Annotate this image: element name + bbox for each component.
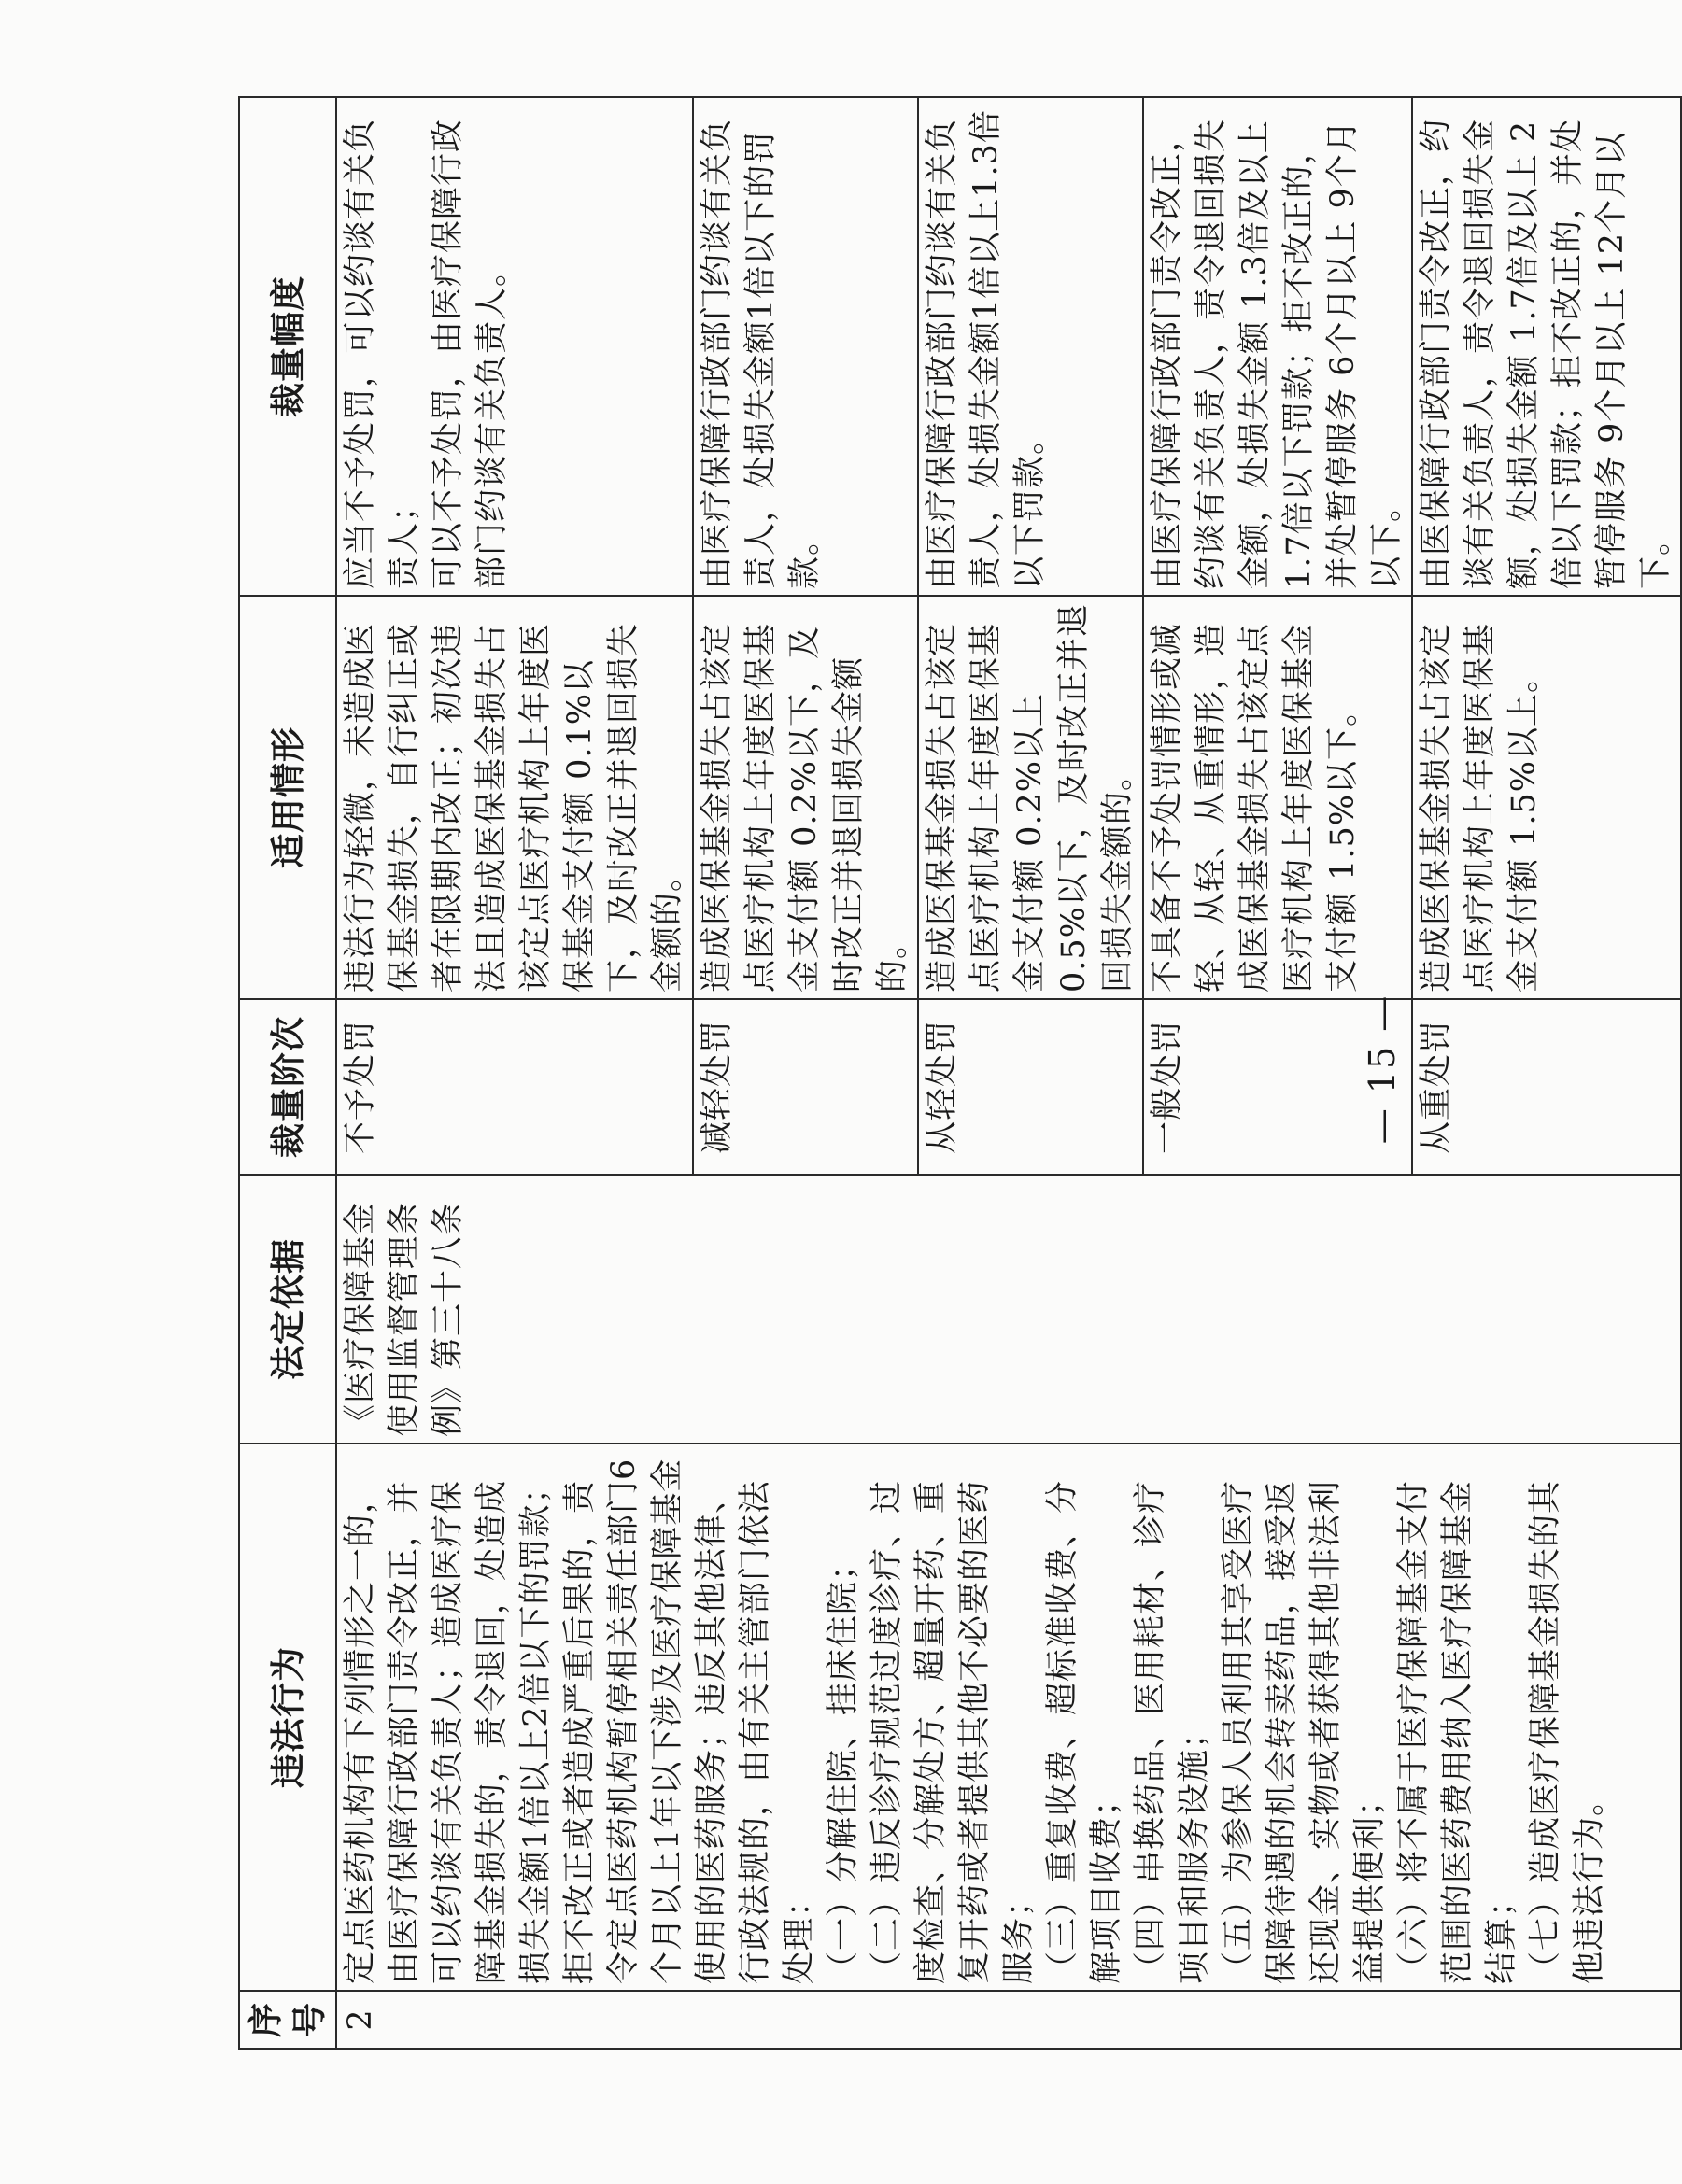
header-level: 裁量阶次 <box>239 999 336 1175</box>
legal-basis-cell: 《医疗保障基金使用监督管理条例》第三十八条 <box>336 1175 1681 1444</box>
violation-item: （二）违反诊疗规范过度诊疗、过度检查、分解处方、超量开药、重复开药或者提供其他不必要的医药服务； <box>869 1479 1038 1984</box>
page-number: — 15 — <box>1362 993 1403 1145</box>
level-cell: 一般处罚 <box>1143 999 1412 1175</box>
violation-item: （四）串换药品、医用耗材、诊疗项目和服务设施； <box>1132 1479 1213 1984</box>
header-violation: 违法行为 <box>239 1444 336 1991</box>
penalty-cell: 由医疗保障行政部门约谈有关负责人，处损失金额1倍以下的罚款。 <box>693 97 918 596</box>
penalty-cell: 由医疗保障行政部门约谈有关负责人，处损失金额1倍以上1.3倍以下罚款。 <box>918 97 1143 596</box>
level-cell: 不予处罚 <box>336 999 693 1175</box>
violation-intro: 定点医药机构有下列情形之一的，由医疗保障行政部门责令改正，并可以约谈有关负责人；造成医疗保障基金损失的，责令退回，处造成损失金额1倍以上2倍以下的罚款；拒不改正或者造成严重后果的，责令定点医药机构暂停相关责任部门6个月以上1年以下涉及医疗保障基金使用的医药服务；违反其他法律、行政法规的，由有关主管部门依法处理： <box>342 1458 818 1984</box>
table-header-row <box>239 97 336 2049</box>
violation-item: （一）分解住院、挂床住院； <box>825 1546 862 1984</box>
situation-cell: 不具备不予处罚情形或减轻、从轻、从重情形，造成医保基金损失占该定点医疗机构上年度医保基金支付额 1.5%以下。 <box>1143 596 1412 999</box>
header-seq: 序号 <box>239 1991 336 2049</box>
penalty-cell <box>336 97 693 596</box>
situation-cell: 违法行为轻微，未造成医保基金损失，自行纠正或者在限期内改正；初次违法且造成医保基金损失占该定点医疗机构上年度医保基金支付额 0.1%以下，及时改正并退回损失金额的。 <box>336 596 693 999</box>
rotated-page <box>238 98 1675 2050</box>
header-penalty: 裁量幅度 <box>239 97 336 596</box>
situation-cell: 造成医保基金损失占该定点医疗机构上年度医保基金支付额 0.2%以下，及时改正并退回损失金额的。 <box>693 596 918 999</box>
table-row <box>336 97 693 2049</box>
penalty-cell: 由医疗保障行政部门责令改正，约谈有关负责人，责令退回损失金额，处损失金额 1.3倍及以上 1.7倍以下罚款；拒不改正的，并处暂停服务 6个月以上 9个月以下。 <box>1143 97 1412 596</box>
penalty-line: 应当不予处罚，可以约谈有关负责人； <box>342 118 423 589</box>
penalty-cell: 由医保障行政部门责令改正，约谈有关负责人，责令退回损失金额，处损失金额 1.7倍及以上 2倍以下罚款；拒不改正的，并处暂停服务 9个月以上 12个月以下。 <box>1412 97 1681 596</box>
violation-item: （三）重复收费、超标准收费、分解项目收费； <box>1044 1479 1125 1984</box>
header-situation: 适用情形 <box>239 596 336 999</box>
level-cell: 从轻处罚 <box>918 999 1143 1175</box>
violation-cell <box>336 1444 1681 1991</box>
level-cell: 减轻处罚 <box>693 999 918 1175</box>
penalty-line: 可以不予处罚，由医疗保障行政部门约谈有关负责人。 <box>430 118 511 589</box>
violation-item: （六）将不属于医疗保障基金支付范围的医药费用纳入医疗保障基金结算； <box>1395 1479 1520 1984</box>
header-legal-basis: 法定依据 <box>239 1175 336 1444</box>
situation-cell: 造成医保基金损失占该定点医疗机构上年度医保基金支付额 1.5%以上。 <box>1412 596 1681 999</box>
level-cell: 从重处罚 <box>1412 999 1681 1175</box>
seq-cell: 2 <box>336 1991 1681 2049</box>
violation-item: （五）为参保人员利用其享受医疗保障待遇的机会转卖药品，接受返还现金、实物或者获得其他非法利益提供便利； <box>1220 1479 1389 1984</box>
situation-cell: 造成医保基金损失占该定点医疗机构上年度医保基金支付额 0.2%以上 0.5%以下，及时改正并退回损失金额的。 <box>918 596 1143 999</box>
violation-item: （七）造成医疗保障基金损失的其他违法行为。 <box>1527 1479 1608 1984</box>
